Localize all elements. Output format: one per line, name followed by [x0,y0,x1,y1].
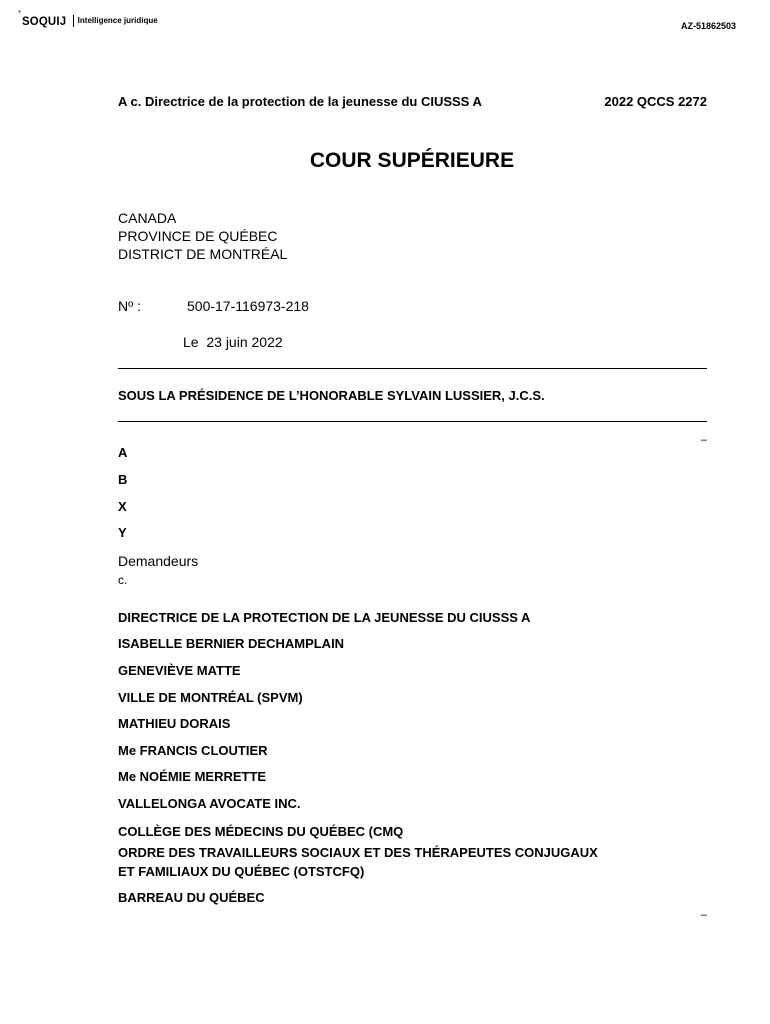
plaintiffs-role: Demandeurs [118,553,199,569]
logo-divider [73,15,74,27]
case-header [118,94,707,109]
logo-wordmark: SOQUIJ [22,14,67,28]
plaintiff: Y [118,525,127,540]
defendant: DIRECTRICE DE LA PROTECTION DE LA JEUNESSE DU CIUSSS A [118,610,531,625]
jurisdiction-country: CANADA [118,210,177,226]
file-number-label: Nº : [118,298,142,314]
document-id: AZ-51862503 [680,21,736,31]
dash-mark: – [700,434,707,446]
jurisdiction-province: PROVINCE DE QUÉBEC [118,228,278,244]
logo-tagline: Intelligence juridique [77,16,158,25]
defendant: GENEVIÈVE MATTE [118,663,241,678]
defendant: VALLELONGA AVOCATE INC. [118,796,301,811]
defendant: MATHIEU DORAIS [118,716,231,731]
defendant: COLLÈGE DES MÉDECINS DU QUÉBEC (CMQ [118,824,404,839]
judgment-date: Le 23 juin 2022 [183,334,283,350]
case-title: A c. Directrice de la protection de la jeunesse du CIUSSS A [118,94,482,109]
jurisdiction-block [118,209,287,263]
divider-top [118,368,707,369]
soquij-logo [18,10,158,32]
jurisdiction-district: DISTRICT DE MONTRÉAL [118,246,288,262]
presiding-judge: SOUS LA PRÉSIDENCE DE L’HONORABLE SYLVAIN LUSSIER, J.C.S. [118,388,545,403]
versus-label: c. [118,573,128,587]
defendant: Me NOÉMIE MERRETTE [118,769,267,784]
defendant: ORDRE DES TRAVAILLEURS SOCIAUX ET DES THÉRAPEUTES CONJUGAUX [118,845,598,860]
divider-bottom [118,421,707,422]
plaintiff: X [118,499,127,514]
defendant: BARREAU DU QUÉBEC [118,890,265,905]
defendant: Me FRANCIS CLOUTIER [118,743,268,758]
logo-asterisk-icon: * [18,9,22,18]
plaintiff: A [118,445,128,460]
plaintiff: B [118,472,128,487]
file-number-row [118,298,309,314]
court-title: COUR SUPÉRIEURE [309,149,515,172]
file-number: 500-17-116973-218 [187,298,309,314]
defendant: ISABELLE BERNIER DECHAMPLAIN [118,636,345,651]
dash-mark: – [700,909,707,921]
defendant: VILLE DE MONTRÉAL (SPVM) [118,690,303,705]
defendant: ET FAMILIAUX DU QUÉBEC (OTSTCFQ) [118,864,365,879]
citation: 2022 QCCS 2272 [604,94,707,109]
